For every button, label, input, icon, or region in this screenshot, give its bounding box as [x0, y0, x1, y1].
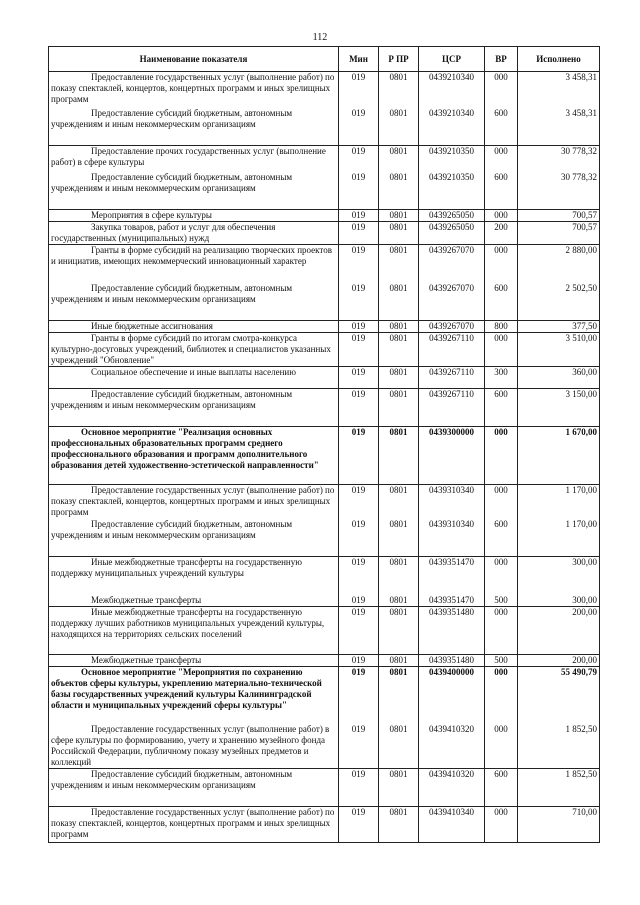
row-name-cell: Закупка товаров, работ и услуг для обеспечения государственных (муниципальных) нужд	[49, 222, 339, 245]
row-name-cell: Предоставление государственных услуг (выполнение работ) по показу спектаклей, концертов, концертных программ и иных зрелищных программ	[49, 807, 339, 843]
row-csr-cell: 0439265050	[419, 222, 485, 245]
table-row	[49, 321, 600, 333]
row-min-cell: 019	[339, 606, 379, 654]
row-done-cell: 1 852,50	[518, 769, 600, 807]
row-rpr-cell: 0801	[379, 146, 419, 172]
row-csr-cell: 0439267070	[419, 283, 485, 321]
row-min-cell: 019	[339, 557, 379, 595]
row-vr-cell: 600	[485, 389, 518, 427]
row-done-cell: 700,57	[518, 210, 600, 222]
table-row	[49, 666, 600, 724]
row-rpr-cell: 0801	[379, 321, 419, 333]
row-done-cell: 200,00	[518, 654, 600, 666]
table-row	[49, 654, 600, 666]
table-row	[49, 146, 600, 172]
row-csr-cell: 0439267110	[419, 333, 485, 367]
row-csr-cell: 0439410340	[419, 807, 485, 843]
table-row	[49, 606, 600, 654]
row-done-cell: 300,00	[518, 557, 600, 595]
table-row	[49, 724, 600, 769]
row-rpr-cell: 0801	[379, 654, 419, 666]
row-rpr-cell: 0801	[379, 222, 419, 245]
row-name-cell: Иные межбюджетные трансферты на государственную поддержку муниципальных учреждений культуры	[49, 557, 339, 595]
row-csr-cell: 0439267070	[419, 245, 485, 283]
row-name-cell: Предоставление субсидий бюджетным, автономным учреждениям и иным некоммерческим организациям	[49, 769, 339, 807]
row-min-cell: 019	[339, 108, 379, 146]
row-vr-cell: 600	[485, 519, 518, 557]
table-body	[49, 72, 600, 843]
row-done-cell: 30 778,32	[518, 146, 600, 172]
table-row	[49, 427, 600, 485]
row-name-cell: Социальное обеспечение и иные выплаты населению	[49, 367, 339, 389]
row-min-cell: 019	[339, 807, 379, 843]
row-min-cell: 019	[339, 72, 379, 108]
row-name-cell: Предоставление государственных услуг (выполнение работ) по показу спектаклей, концертов, концертных программ и иных зрелищных программ	[49, 72, 339, 108]
row-vr-cell: 500	[485, 595, 518, 607]
row-csr-cell: 0439400000	[419, 666, 485, 724]
row-name-cell: Гранты в форме субсидий по итогам смотра-конкурса культурно-досуговых учреждений, библиотек и специалистов указанных учреждений "Обновление"	[49, 333, 339, 367]
row-min-cell: 019	[339, 283, 379, 321]
row-name-cell: Межбюджетные трансферты	[49, 654, 339, 666]
row-min-cell: 019	[339, 321, 379, 333]
row-min-cell: 019	[339, 666, 379, 724]
table-header-row	[49, 47, 600, 72]
table-row	[49, 333, 600, 367]
row-name-cell: Межбюджетные трансферты	[49, 595, 339, 607]
row-done-cell: 300,00	[518, 595, 600, 607]
row-name-cell: Предоставление субсидий бюджетным, автономным учреждениям и иным некоммерческим организациям	[49, 172, 339, 210]
row-min-cell: 019	[339, 654, 379, 666]
row-name-cell: Основное мероприятие "Реализация основных профессиональных образовательных программ среднего профессионального образования и программ дополнительного образования детей художественно-эстетической направленности"	[49, 427, 339, 485]
row-csr-cell: 0439351480	[419, 606, 485, 654]
row-rpr-cell: 0801	[379, 245, 419, 283]
row-vr-cell: 800	[485, 321, 518, 333]
row-rpr-cell: 0801	[379, 333, 419, 367]
row-csr-cell: 0439310340	[419, 485, 485, 519]
row-csr-cell: 0439210340	[419, 108, 485, 146]
row-name-cell: Предоставление прочих государственных услуг (выполнение работ) в сфере культуры	[49, 146, 339, 172]
row-csr-cell: 0439210340	[419, 72, 485, 108]
header-name: Наименование показателя	[49, 47, 339, 72]
row-csr-cell: 0439265050	[419, 210, 485, 222]
row-rpr-cell: 0801	[379, 595, 419, 607]
row-name-cell: Предоставление субсидий бюджетным, автономным учреждениям и иным некоммерческим организациям	[49, 108, 339, 146]
table-row	[49, 245, 600, 283]
row-vr-cell: 000	[485, 210, 518, 222]
row-done-cell: 30 778,32	[518, 172, 600, 210]
table-row	[49, 557, 600, 595]
row-csr-cell: 0439351470	[419, 595, 485, 607]
row-vr-cell: 000	[485, 427, 518, 485]
table-row	[49, 222, 600, 245]
row-rpr-cell: 0801	[379, 769, 419, 807]
header-vr: ВР	[485, 47, 518, 72]
row-done-cell: 360,00	[518, 367, 600, 389]
row-csr-cell: 0439210350	[419, 172, 485, 210]
row-done-cell: 2 502,50	[518, 283, 600, 321]
row-name-cell: Предоставление государственных услуг (выполнение работ) по показу спектаклей, концертов, концертных программ и иных зрелищных программ	[49, 485, 339, 519]
row-min-cell: 019	[339, 595, 379, 607]
row-done-cell: 1 670,00	[518, 427, 600, 485]
row-done-cell: 3 510,00	[518, 333, 600, 367]
row-vr-cell: 000	[485, 333, 518, 367]
row-vr-cell: 000	[485, 146, 518, 172]
row-min-cell: 019	[339, 245, 379, 283]
row-min-cell: 019	[339, 427, 379, 485]
row-csr-cell: 0439410320	[419, 724, 485, 769]
row-csr-cell: 0439351470	[419, 557, 485, 595]
table-row	[49, 210, 600, 222]
row-vr-cell: 600	[485, 283, 518, 321]
row-rpr-cell: 0801	[379, 283, 419, 321]
row-vr-cell: 300	[485, 367, 518, 389]
row-min-cell: 019	[339, 724, 379, 769]
row-rpr-cell: 0801	[379, 557, 419, 595]
table-row	[49, 172, 600, 210]
header-rpr: Р ПР	[379, 47, 419, 72]
row-rpr-cell: 0801	[379, 606, 419, 654]
row-vr-cell: 600	[485, 172, 518, 210]
row-min-cell: 019	[339, 519, 379, 557]
row-rpr-cell: 0801	[379, 210, 419, 222]
row-name-cell: Основное мероприятие "Мероприятия по сохранению объектов сферы культуры, укреплению материально-технической базы государственных учреждений культуры Калининградской области и муниципальных учреждений сферы культуры"	[49, 666, 339, 724]
row-done-cell: 1 170,00	[518, 485, 600, 519]
row-name-cell: Иные межбюджетные трансферты на государственную поддержку лучших работников муниципальных учреждений культуры, находящихся на территориях сельских поселений	[49, 606, 339, 654]
row-rpr-cell: 0801	[379, 367, 419, 389]
row-vr-cell: 600	[485, 108, 518, 146]
row-name-cell: Мероприятия в сфере культуры	[49, 210, 339, 222]
row-vr-cell: 000	[485, 724, 518, 769]
row-vr-cell: 000	[485, 666, 518, 724]
row-rpr-cell: 0801	[379, 427, 419, 485]
row-done-cell: 3 458,31	[518, 108, 600, 146]
header-done: Исполнено	[518, 47, 600, 72]
row-csr-cell: 0439300000	[419, 427, 485, 485]
row-rpr-cell: 0801	[379, 485, 419, 519]
row-done-cell: 3 458,31	[518, 72, 600, 108]
row-rpr-cell: 0801	[379, 724, 419, 769]
row-done-cell: 700,57	[518, 222, 600, 245]
row-min-cell: 019	[339, 210, 379, 222]
row-rpr-cell: 0801	[379, 172, 419, 210]
row-rpr-cell: 0801	[379, 389, 419, 427]
row-done-cell: 55 490,79	[518, 666, 600, 724]
row-name-cell: Предоставление субсидий бюджетным, автономным учреждениям и иным некоммерческим организациям	[49, 283, 339, 321]
row-vr-cell: 000	[485, 557, 518, 595]
row-min-cell: 019	[339, 769, 379, 807]
table-row	[49, 108, 600, 146]
row-vr-cell: 600	[485, 769, 518, 807]
row-min-cell: 019	[339, 222, 379, 245]
row-done-cell: 1 170,00	[518, 519, 600, 557]
table-row	[49, 72, 600, 108]
budget-table	[48, 46, 600, 843]
row-vr-cell: 000	[485, 485, 518, 519]
row-csr-cell: 0439267110	[419, 389, 485, 427]
row-rpr-cell: 0801	[379, 807, 419, 843]
row-min-cell: 019	[339, 333, 379, 367]
row-min-cell: 019	[339, 146, 379, 172]
row-done-cell: 2 880,00	[518, 245, 600, 283]
row-csr-cell: 0439267110	[419, 367, 485, 389]
row-csr-cell: 0439310340	[419, 519, 485, 557]
row-csr-cell: 0439410320	[419, 769, 485, 807]
row-vr-cell: 000	[485, 807, 518, 843]
table-row	[49, 595, 600, 607]
row-min-cell: 019	[339, 367, 379, 389]
row-csr-cell: 0439210350	[419, 146, 485, 172]
row-rpr-cell: 0801	[379, 108, 419, 146]
page-number: 112	[312, 32, 328, 43]
row-name-cell: Предоставление государственных услуг (выполнение работ) в сфере культуры по формированию, учету и хранению музейного фонда Российской Федерации, публичному показу музейных предметов и коллекций	[49, 724, 339, 769]
row-min-cell: 019	[339, 485, 379, 519]
table-row	[49, 519, 600, 557]
row-name-cell: Предоставление субсидий бюджетным, автономным учреждениям и иным некоммерческим организациям	[49, 519, 339, 557]
row-done-cell: 710,00	[518, 807, 600, 843]
row-rpr-cell: 0801	[379, 519, 419, 557]
row-name-cell: Иные бюджетные ассигнования	[49, 321, 339, 333]
row-vr-cell: 000	[485, 72, 518, 108]
row-done-cell: 1 852,50	[518, 724, 600, 769]
row-rpr-cell: 0801	[379, 666, 419, 724]
row-vr-cell: 500	[485, 654, 518, 666]
row-rpr-cell: 0801	[379, 72, 419, 108]
row-done-cell: 3 150,00	[518, 389, 600, 427]
table-row	[49, 807, 600, 843]
row-min-cell: 019	[339, 172, 379, 210]
row-csr-cell: 0439267070	[419, 321, 485, 333]
table-row	[49, 367, 600, 389]
row-name-cell: Предоставление субсидий бюджетным, автономным учреждениям и иным некоммерческим организациям	[49, 389, 339, 427]
header-csr: ЦСР	[419, 47, 485, 72]
row-csr-cell: 0439351480	[419, 654, 485, 666]
row-vr-cell: 000	[485, 606, 518, 654]
row-done-cell: 377,50	[518, 321, 600, 333]
row-name-cell: Гранты в форме субсидий на реализацию творческих проектов и инициатив, имеющих некоммерческий инновационный характер	[49, 245, 339, 283]
table-row	[49, 283, 600, 321]
row-done-cell: 200,00	[518, 606, 600, 654]
row-min-cell: 019	[339, 389, 379, 427]
table-row	[49, 769, 600, 807]
row-vr-cell: 000	[485, 245, 518, 283]
row-vr-cell: 200	[485, 222, 518, 245]
table-row	[49, 485, 600, 519]
header-min: Мин	[339, 47, 379, 72]
table-row	[49, 389, 600, 427]
